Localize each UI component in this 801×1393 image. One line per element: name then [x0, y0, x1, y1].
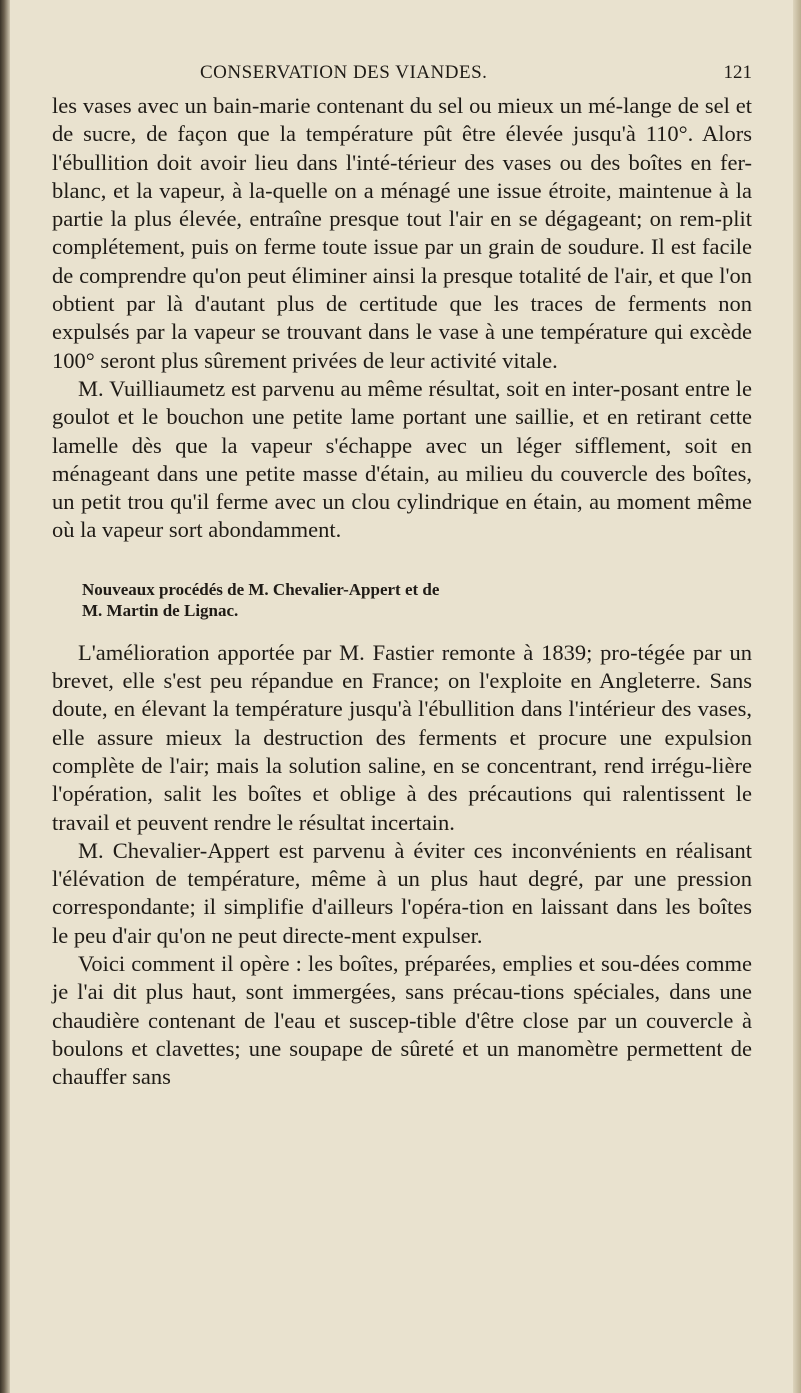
- book-page: [52, 62, 752, 1092]
- paragraph-3: L'amélioration apportée par M. Fastier remonte à 1839; pro-tégée par un brevet, elle s'est peu répandue en France; on l'exploite en Angleterre. Sans doute, en élevant la température jusqu'à l'ébullition dans l'intérieur des vases, elle assure mieux la destruction des ferments et procure une expulsion complète de l'air; mais la solution saline, en se concentrant, rend irrégu-lière l'opération, salit les boîtes et oblige à des précautions qui ralentissent le travail et peuvent rendre le résultat incertain.: [52, 639, 752, 835]
- page-number: 121: [723, 62, 752, 83]
- paragraph-5: Voici comment il opère : les boîtes, préparées, emplies et sou-dées comme je l'ai dit plus haut, sont immergées, sans précau-tions spéciales, dans une chaudière contenant de l'eau et suscep-tible d'être close par un couvercle à boulons et clavettes; une soupape de sûreté et un manomètre permettent de chauffer sans: [52, 951, 752, 1090]
- paragraph-2: M. Vuilliaumetz est parvenu au même résultat, soit en inter-posant entre le goulot et le bouchon une petite lame portant une saillie, et en retirant cette lamelle dès que la vapeur s'échappe avec un léger sifflement, soit en ménageant dans une petite masse d'étain, au milieu du couvercle des boîtes, un petit trou qu'il ferme avec un clou cylindrique en étain, au moment même où la vapeur sort abondamment.: [52, 375, 752, 543]
- running-title: CONSERVATION DES VIANDES.: [200, 62, 488, 83]
- section-heading-line-2: M. Martin de Lignac.: [82, 600, 239, 620]
- paragraph-4: M. Chevalier-Appert est parvenu à éviter ces inconvénients en réalisant l'élévation de température, même à un plus haut degré, par une pression correspondante; il simplifie d'ailleurs l'opéra-tion en laissant dans les boîtes le peu d'air qu'on ne peut directe-ment expulser.: [52, 837, 752, 948]
- page-binding-edge: [0, 0, 10, 1393]
- page-outer-edge: [793, 0, 801, 1393]
- paragraph-1: les vases avec un bain-marie contenant du sel ou mieux un mé-lange de sel et de sucre, de façon que la température pût être élevée jusqu'à 110°. Alors l'ébullition doit avoir lieu dans l'inté-térieur des vases ou des boîtes en fer-blanc, et la vapeur, à la-quelle on a ménagé une issue étroite, maintenue à la partie la plus élevée, entraîne presque tout l'air en se dégageant; on rem-plit complétement, puis on ferme toute issue par un grain de soudure. Il est facile de comprendre qu'on peut éliminer ainsi la presque totalité de l'air, et que l'on obtient par là d'autant plus de certitude que les traces de ferments non expulsés par la vapeur se trouvant dans le vase à une température qui excède 100° seront plus sûrement privées de leur activité vitale.: [52, 93, 752, 373]
- section-heading-line-1: Nouveaux procédés de M. Chevalier-Appert et de: [82, 579, 440, 599]
- section-heading: [52, 579, 752, 621]
- page-header: [52, 62, 752, 92]
- page-body: [52, 92, 752, 1092]
